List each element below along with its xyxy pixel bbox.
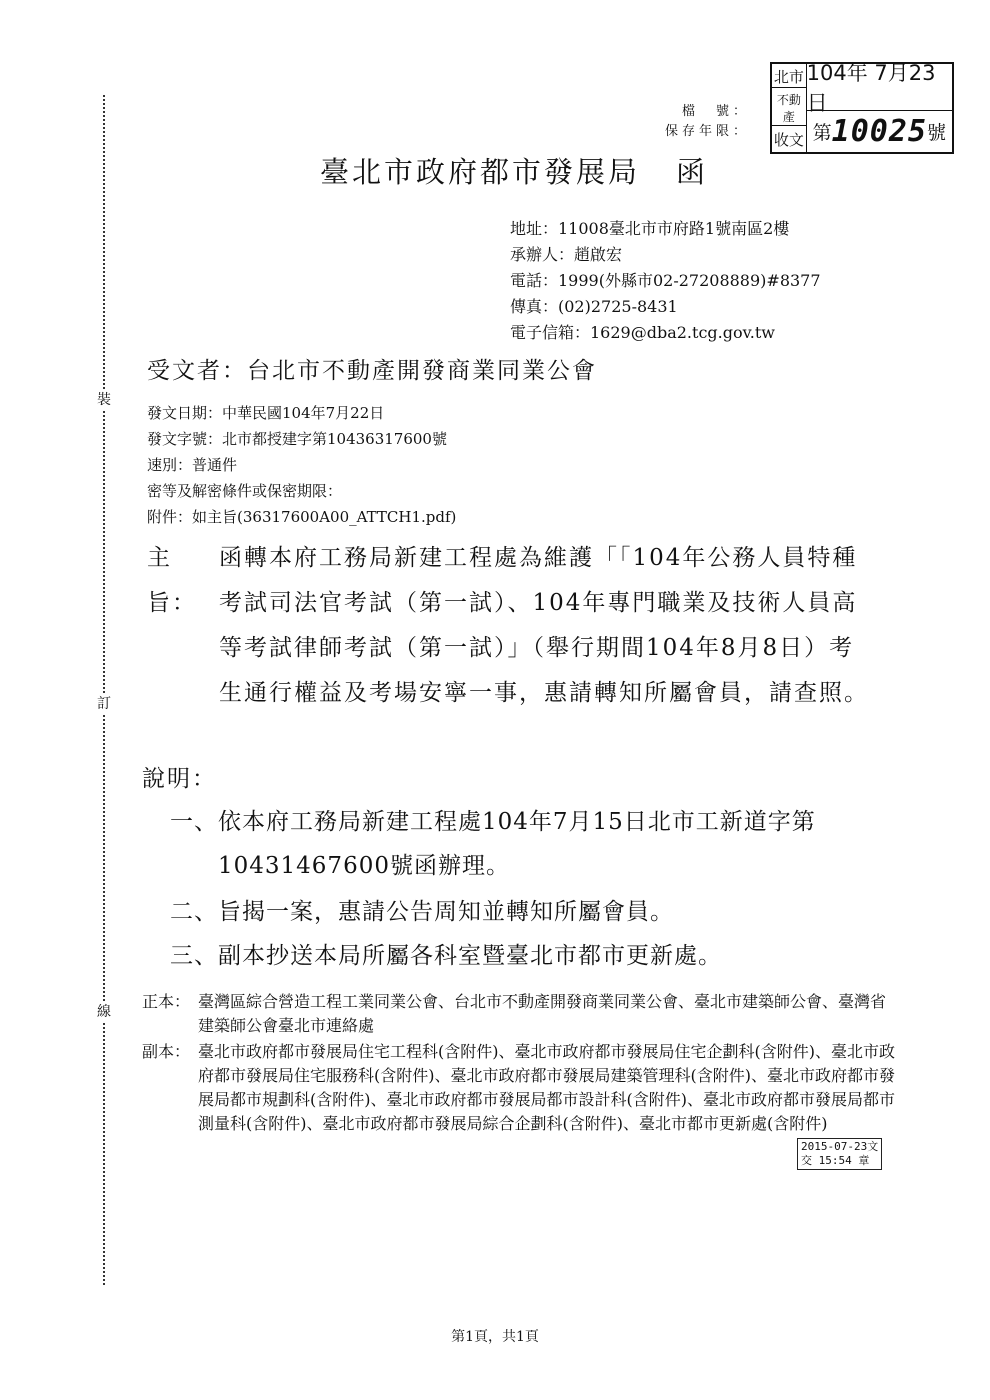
- binding-mark-xian: 線: [93, 1002, 115, 1022]
- main-distribution-label: 正本：: [142, 992, 191, 1011]
- delivery-speed: 速別：普通件: [147, 456, 238, 474]
- dispatch-stamp-line: 2015-07-23文: [801, 1140, 879, 1153]
- stamp-no-value: 10025: [831, 114, 927, 149]
- sender-contact: 承辦人：趙啟宏: [510, 245, 623, 264]
- explanation-item: [170, 800, 868, 888]
- file-number-label: 檔 號：: [681, 104, 750, 119]
- issue-date: 發文日期：中華民國104年7月22日: [147, 404, 385, 422]
- item-text: 副本抄送本局所屬各科室暨臺北市都市更新處。: [218, 943, 722, 969]
- document-type: 函: [676, 155, 709, 189]
- retention-period-label: 保存年限：: [664, 124, 750, 139]
- stamp-org-line: 北市: [773, 67, 804, 86]
- explanation-item: [170, 934, 868, 978]
- explanation-item: [170, 890, 868, 934]
- explanation-label: 說明：: [142, 766, 217, 792]
- attachment: 附件：如主旨(36317600A00_ATTCH1.pdf): [147, 508, 457, 526]
- document-title: [320, 150, 708, 191]
- subject-label: 主旨：: [147, 545, 197, 616]
- receipt-stamp-date: 104年 7月23日: [807, 64, 952, 111]
- stamp-no-prefix: 第: [812, 122, 832, 144]
- subject-text: 函轉本府工務局新建工程處為維護「「104年公務人員特種考試司法官考試（第一試）、104年專門職業及技術人員高等考試律師考試（第一試）」（舉行期間104年8月8日）考生通行權益及考場安寧一事，惠請轉知所屬會員，請查照。: [219, 545, 869, 706]
- receipt-stamp-number: [807, 111, 952, 152]
- recipient: 受文者：台北市不動產開發商業同業公會: [147, 358, 597, 384]
- stamp-org-line: 不動產: [772, 91, 806, 126]
- main-distribution-text: 臺灣區綜合營造工程工業同業公會、台北市不動產開發商業同業公會、臺北市建築師公會、臺灣省建築師公會臺北市連絡處: [198, 992, 887, 1035]
- receipt-stamp: [770, 62, 954, 154]
- copy-distribution-label: 副本：: [142, 1042, 191, 1061]
- sender-fax: 傳真：(02)2725-8431: [510, 297, 678, 316]
- stamp-org-line: 收文: [773, 131, 804, 150]
- stamp-no-suffix: 號: [926, 122, 946, 144]
- subject-section: [147, 536, 869, 716]
- sender-address: 地址：11008臺北市市府路1號南區2樓: [510, 219, 790, 238]
- document-meta: [147, 400, 456, 530]
- dispatch-stamp: [797, 1138, 882, 1170]
- item-number: 三、: [170, 943, 218, 969]
- item-number: 二、: [170, 899, 218, 925]
- binding-mark-ding: 訂: [93, 694, 115, 714]
- sender-info: [510, 216, 821, 346]
- page-footer: 第1頁，共1頁: [451, 1329, 539, 1345]
- document-number: 發文字號：北市都授建字第10436317600號: [147, 430, 447, 448]
- item-number: 一、: [170, 809, 218, 835]
- item-text: 旨揭一案，惠請公告周知並轉知所屬會員。: [218, 899, 674, 925]
- copy-distribution: [142, 1040, 898, 1136]
- secrecy-level: 密等及解密條件或保密期限：: [147, 482, 343, 500]
- binding-dotted-line: [103, 95, 105, 1285]
- agency-name: 臺北市政府都市發展局: [320, 155, 641, 189]
- receipt-stamp-org: [772, 64, 807, 152]
- sender-phone: 電話：1999(外縣市02-27208889)#8377: [510, 271, 821, 290]
- main-distribution: [142, 990, 898, 1038]
- copy-distribution-text: 臺北市政府都市發展局住宅工程科(含附件)、臺北市政府都市發展局住宅企劃科(含附件)、臺北市政府都市發展局住宅服務科(含附件)、臺北市政府都市發展局建築管理科(含附件)、臺北市政府都市發展局都市規劃科(含附件)、臺北市政府都市發展局都市設計科(含附件)、臺北市政府都市發展局都市測量科(含附件)、臺北市政府都市發展局綜合企劃科(含附件)、臺北市都市更新處(含附件): [198, 1042, 895, 1133]
- binding-mark-zhuang: 裝: [93, 390, 115, 410]
- sender-email: 電子信箱：1629@dba2.tcg.gov.tw: [510, 323, 775, 342]
- item-text: 依本府工務局新建工程處104年7月15日北市工新道字第10431467600號函辦理。: [218, 809, 816, 879]
- dispatch-stamp-line: 交 15:54 章: [801, 1154, 870, 1167]
